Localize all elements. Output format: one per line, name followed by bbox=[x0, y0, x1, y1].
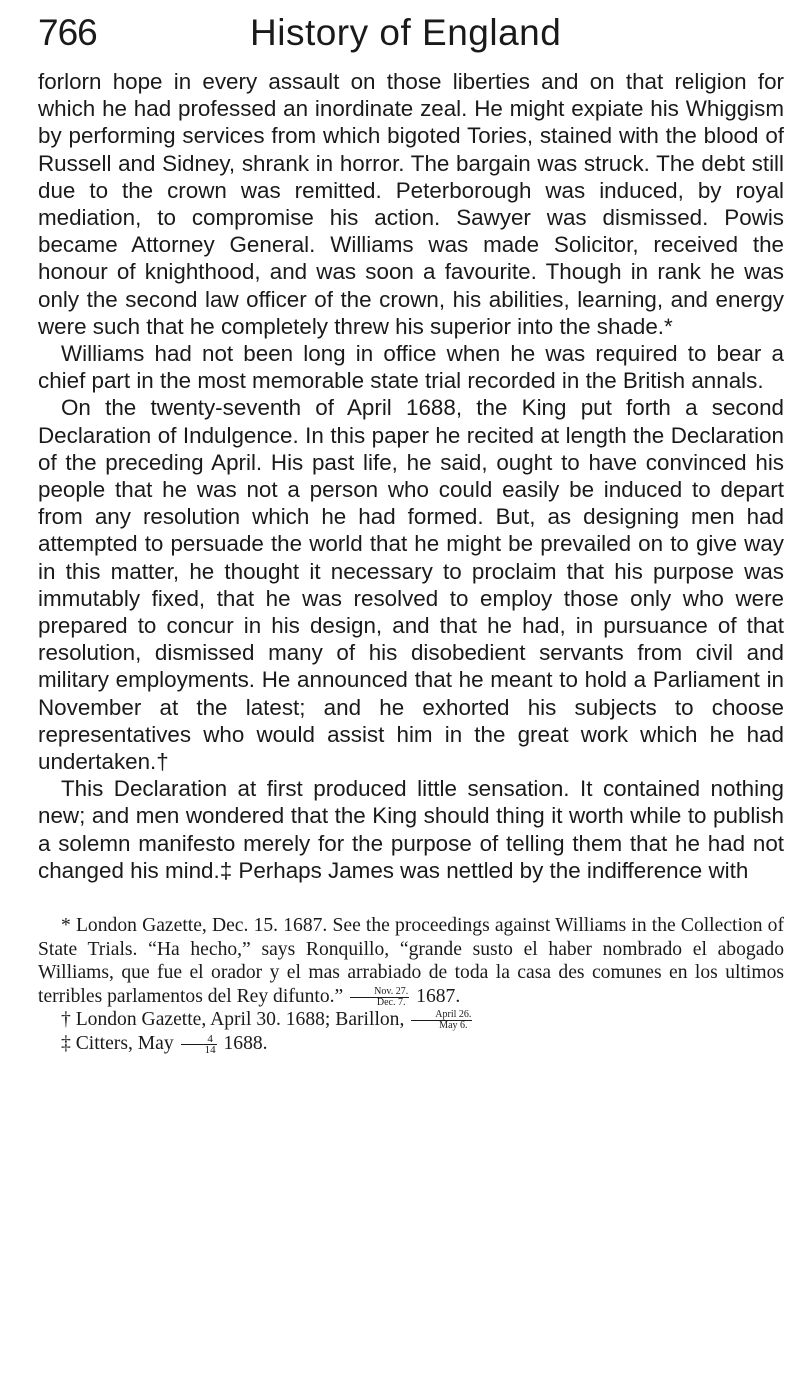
footnotes bbox=[38, 914, 784, 1056]
footnote-double-dagger bbox=[38, 1032, 784, 1056]
paragraph-continued: forlorn hope in every assault on those liberties and on that religion for which he had professed an inordinate zeal. He might expiate his Whiggism by performing services from which bigoted Tories, stained with the blood of Russell and Sidney, shrank in horror. The bargain was struck. The debt still due to the crown was remitted. Peterborough was induced, by royal mediation, to compromise his action. Sawyer was dismissed. Powis became Attorney General. Williams was made Solicitor, received the honour of knighthood, and was soon a favourite. Though in rank he was only the second law officer of the crown, his abilities, learning, and energy were such that he completely threw his superior into the shade.* bbox=[38, 69, 784, 339]
footnote-star bbox=[38, 914, 784, 1008]
footnote-dagger bbox=[38, 1008, 784, 1032]
fraction-denominator: 14 bbox=[204, 1044, 216, 1057]
footnote-double-dagger-text: ‡ Citters, May bbox=[61, 1033, 174, 1055]
fraction-denominator: May 6. bbox=[439, 1020, 468, 1032]
fraction-numerator: 4 bbox=[181, 1034, 217, 1045]
fraction-denominator: Dec. 7. bbox=[376, 996, 406, 1008]
footnote-double-dagger-year: 1688. bbox=[223, 1033, 268, 1055]
fraction-numerator: April 26. bbox=[411, 1010, 472, 1021]
footnote-star-text: * London Gazette, Dec. 15. 1687. See the proceedings against Williams in the Collection of State Trials. “Ha hecho,” says Ronquillo, “grande susto el haber nombrado el abogado Williams, que fue el orador y el mas arrabiado de toda la casa des comunes en los ultimos terribles parlamentos del Rey difunto.” bbox=[38, 915, 784, 1007]
footnote-double-dagger-date-fraction bbox=[181, 1034, 217, 1055]
paragraph: Williams had not been long in office when he was required to bear a chief part in the most memorable state trial recorded in the British annals. bbox=[38, 341, 784, 394]
footnote-star-date-fraction bbox=[350, 987, 409, 1008]
paragraph: On the twenty-seventh of April 1688, the King put forth a second Declaration of Indulgence. In this paper he recited at length the Declaration of the preceding April. His past life, he said, ought to have convinced his people that he was not a person who could easily be induced to depart from any resolution which he had formed. But, as designing men had attempted to persuade the world that he might be prevailed on to give way in this matter, he thought it necessary to proclaim that his purpose was immutably fixed, that he was resolved to employ those only who were prepared to concur in his design, and that he had, in pursuance of that resolution, dismissed many of his disobedient servants from civil and military employments. He announced that he meant to hold a Parliament in November at the latest; and he exhorted his subjects to choose representatives who would assist him in the great work which he had undertaken.† bbox=[38, 395, 784, 775]
header-title: History of England bbox=[250, 12, 562, 53]
book-page bbox=[38, 8, 784, 1056]
body-text bbox=[38, 68, 784, 884]
footnote-dagger-date-fraction bbox=[411, 1010, 472, 1031]
fraction-numerator: Nov. 27. bbox=[350, 987, 409, 998]
page-number: 766 bbox=[38, 12, 97, 53]
running-head bbox=[38, 8, 784, 68]
footnote-star-year: 1687. bbox=[416, 985, 461, 1007]
paragraph: This Declaration at first produced little sensation. It contained nothing new; and men wondered that the King should thing it worth while to publish a solemn manifesto merely for the purpose of telling them that he had not changed his mind.‡ Perhaps James was nettled by the indifference with bbox=[38, 776, 784, 883]
footnote-dagger-text: † London Gazette, April 30. 1688; Barillon, bbox=[61, 1009, 405, 1031]
